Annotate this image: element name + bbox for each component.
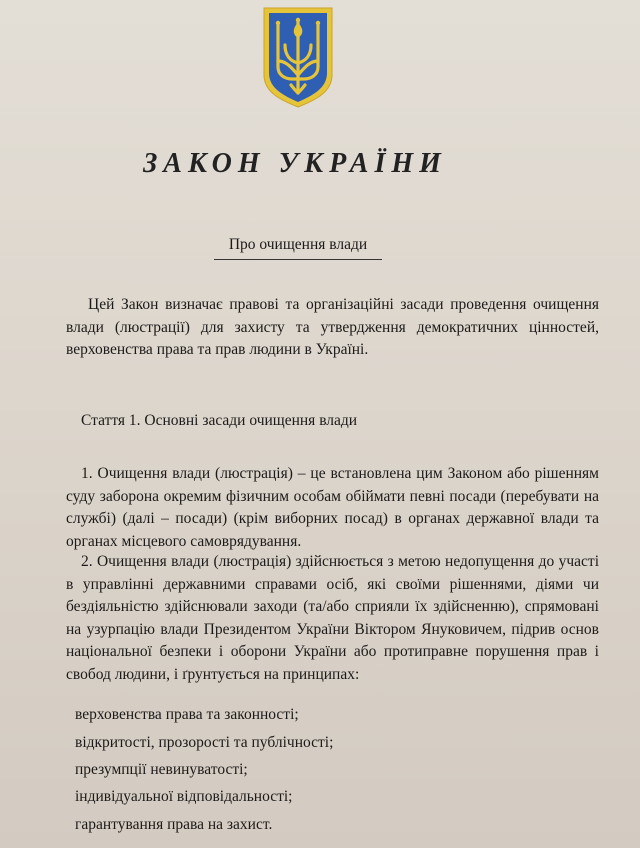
principle-item: відкритості, прозорості та публічності; (75, 734, 334, 751)
principle-item: індивідуальної відповідальності; (75, 788, 293, 805)
principle-item: гарантування права на захист. (75, 816, 273, 833)
paragraph-2: 2. Очищення влади (люстрація) здійснюється з метою недопущення до участі в управлінні державними справами осіб, які своїми рішеннями, діями чи бездіяльністю здійснювали заходи (та/або сприяли їх здійсненню), спрямовані на узурпацію влади Президентом України Віктором Януковичем, підрив основ національної безпеки і оборони України або протиправне порушення прав і свобод людини, і ґрунтується на принципах: (66, 553, 599, 683)
intro-paragraph: Цей Закон визначає правові та організаційні засади проведення очищення влади (люстрації) для захисту та утвердження демократичних цінностей, верховенства права та прав людини в Україні. (66, 296, 599, 359)
document-title: ЗАКОН УКРАЇНИ (143, 148, 447, 179)
article-heading: Стаття 1. Основні засади очищення влади (81, 412, 358, 429)
tryzub-coat-of-arms-icon (261, 5, 335, 109)
document-subtitle: Про очищення влади (214, 236, 382, 260)
paragraph-1: 1. Очищення влади (люстрація) – це встановлена цим Законом або рішенням суду заборона окремим фізичним особам обіймати певні посади (перебувати на службі) (далі – посади) (крім виборних посад) в органах державної влади та органах місцевого самоврядування. (66, 465, 599, 550)
principle-item: верховенства права та законності; (75, 706, 299, 723)
principle-item: презумпції невинуватості; (75, 761, 248, 778)
